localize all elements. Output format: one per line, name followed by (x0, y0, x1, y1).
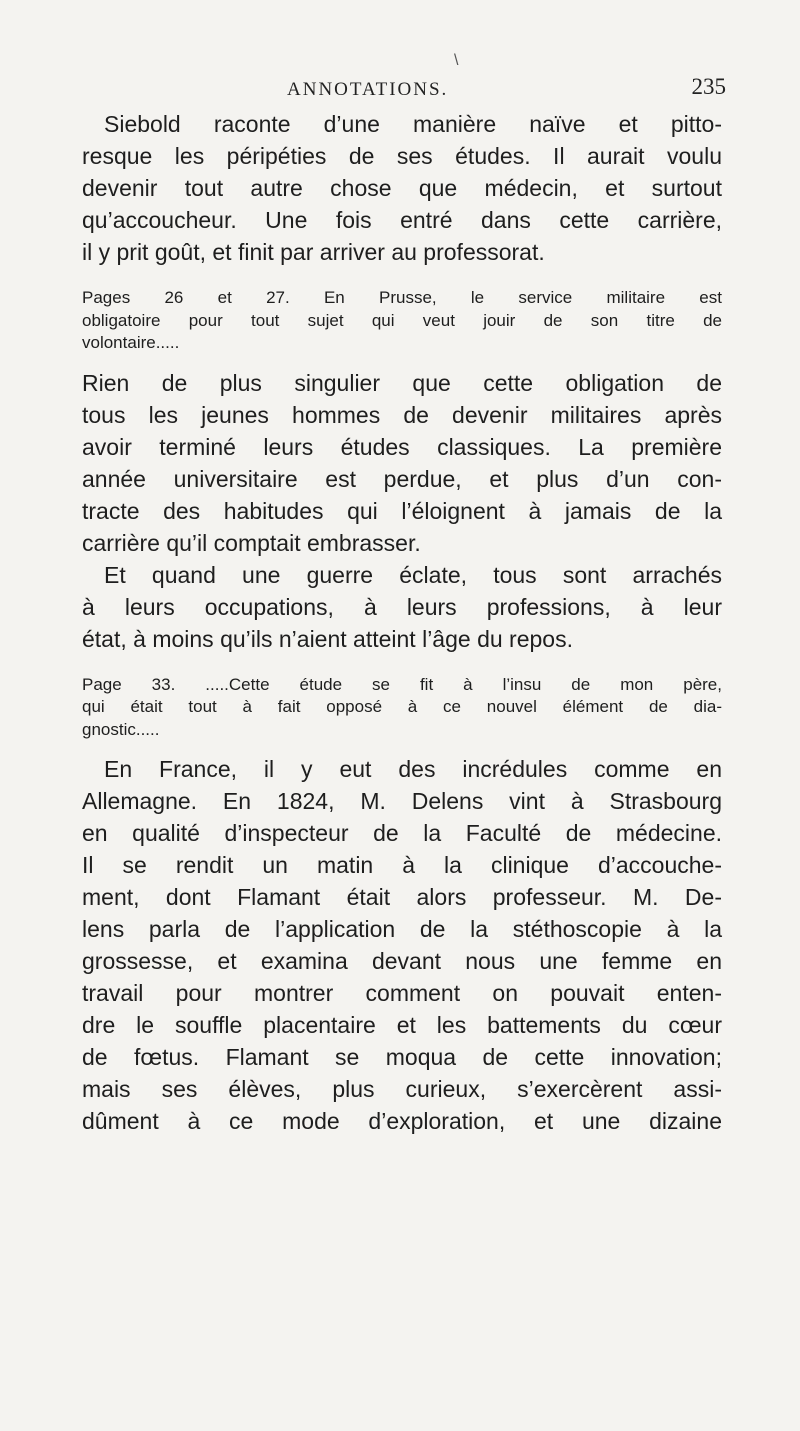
quoted-excerpt (82, 674, 722, 742)
text-line: Allemagne. En 1824, M. Delens vint à Strasbourg (82, 788, 722, 814)
quoted-excerpt (82, 287, 722, 355)
text-line: En France, il y eut des incrédules comme en (104, 756, 722, 782)
text-line: mais ses élèves, plus curieux, s’exercèrent assi- (82, 1076, 722, 1102)
text-line: il y prit goût, et finit par arriver au professorat. (82, 239, 545, 265)
text-line: resque les péripéties de ses études. Il aurait voulu (82, 143, 722, 169)
text-line: Il se rendit un matin à la clinique d’accouche- (82, 852, 722, 878)
page-header (82, 52, 726, 108)
text-line: dûment à ce mode d’exploration, et une dizaine (82, 1108, 722, 1134)
page-number: 235 (691, 74, 726, 99)
text-line: Siebold raconte d’une manière naïve et pitto- (104, 111, 722, 137)
quote-line: Pages 26 et 27. En Prusse, le service militaire est (82, 288, 722, 307)
text-line: Rien de plus singulier que cette obligation de (82, 369, 722, 396)
text-line: carrière qu’il comptait embrasser. (82, 529, 421, 556)
text-line: grossesse, et examina devant nous une femme en (82, 948, 722, 974)
printer-mark: \ (454, 52, 459, 69)
body-paragraph (82, 753, 722, 1137)
text-line: qu’accoucheur. Une fois entré dans cette carrière, (82, 207, 722, 233)
text-line: en qualité d’inspecteur de la Faculté de médecine. (82, 820, 722, 846)
text-line: de fœtus. Flamant se moqua de cette innovation; (82, 1044, 722, 1070)
text-line: année universitaire est perdue, et plus d’un con- (82, 465, 722, 492)
body-paragraph (82, 108, 722, 268)
text-line: tracte des habitudes qui l’éloignent à jamais de la (82, 497, 722, 524)
text-line: devenir tout autre chose que médecin, et surtout (82, 175, 722, 201)
quote-line: qui était tout à fait opposé à ce nouvel élément de dia- (82, 697, 722, 716)
text-line: dre le souffle placentaire et les battements du cœur (82, 1012, 722, 1038)
text-line: Et quand une guerre éclate, tous sont arrachés (104, 561, 722, 588)
text-line: tous les jeunes hommes de devenir militaires après (82, 401, 722, 428)
text-line: lens parla de l’application de la stéthoscopie à la (82, 916, 722, 942)
quote-line: Page 33. .....Cette étude se fit à l’insu de mon père, (82, 674, 722, 694)
body-paragraph (82, 367, 722, 559)
text-line: travail pour montrer comment on pouvait enten- (82, 980, 722, 1006)
running-title: ANNOTATIONS. (287, 79, 449, 100)
book-page (82, 52, 726, 1137)
text-line: ment, dont Flamant était alors professeur. M. De- (82, 884, 722, 910)
quote-line: gnostic..... (82, 719, 160, 739)
body-paragraph (82, 559, 722, 655)
text-line: état, à moins qu’ils n’aient atteint l’âge du repos. (82, 625, 573, 652)
text-line: à leurs occupations, à leurs professions, à leur (82, 593, 722, 620)
quote-line: volontaire..... (82, 333, 180, 352)
text-line: avoir terminé leurs études classiques. La première (82, 433, 722, 460)
quote-line: obligatoire pour tout sujet qui veut jouir de son titre de (82, 310, 722, 330)
